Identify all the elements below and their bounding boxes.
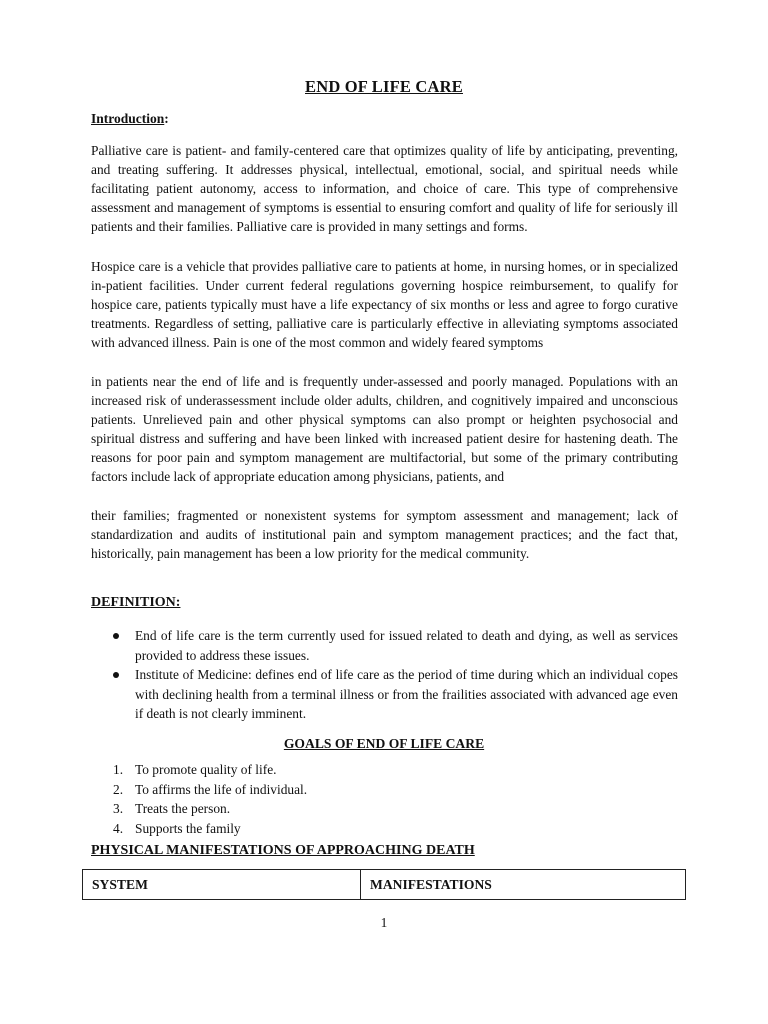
paragraph-pain-management [91,372,678,486]
manifestations-table [82,869,686,900]
definition-list [91,626,678,724]
goal-item [91,780,307,800]
paragraph-text: Palliative care is patient- and family-centered care that optimizes quality of life by anticipating, preventing, and treating suffering. It addresses physical, intellectual, emotional, social, and spiritual needs while facilitating patient autonomy, access to information, and choice of care. This type of comprehensive assessment and management of symptoms is essential to ensuring comfort and quality of life for seriously ill patients and their families. Palliative care is provided in many settings and forms. [91,143,678,234]
goal-number: 3. [113,801,124,816]
definition-text: End of life care is the term currently used for issued related to death and dying, as well as services provided to address these issues. [135,628,678,663]
paragraph-text: in patients near the end of life and is frequently under-assessed and poorly managed. Populations with an increased risk of underassessment include older adults, children, and cognitively impaired and unconscious patients. Unrelieved pain and other physical symptoms can also prompt or heighten psychosocial and spiritual distress and suffering and have been linked with increased patient desire for hastening death. The reasons for poor pain and symptom management are multifactorial, but some of the primary contributing factors include lack of appropriate education among physicians, patients, and [91,374,678,484]
page-number: 1 [380,915,388,930]
paragraph-text: Hospice care is a vehicle that provides palliative care to patients at home, in nursing homes, or in specialized in-patient facilities. Under current federal regulations governing hospice reimbursement, to qualify for hospice care, patients typically must have a life expectancy of six months or less and agree to forgo curative treatments. Regardless of setting, palliative care is particularly effective in alleviating symptoms associated with advanced illness. Pain is one of the most common and widely feared symptoms [91,259,678,350]
goal-text: To affirms the life of individual. [135,781,308,797]
goal-text: Supports the family [135,820,241,836]
definition-heading: DEFINITION: [91,595,181,610]
bullet-icon [113,633,119,639]
document-title: END OF LIFE CARE [305,77,463,96]
table-header-manifestations: MANIFESTATIONS [370,877,492,892]
physical-manifestations-heading: PHYSICAL MANIFESTATIONS OF APPROACHING DEATH [91,843,475,858]
goals-list [91,760,307,838]
paragraph-palliative-care [91,141,678,236]
goal-item [91,760,307,780]
goal-text: Treats the person. [135,801,231,816]
introduction-heading-colon: : [164,111,169,126]
goal-number: 1. [113,762,124,777]
goals-heading: GOALS OF END OF LIFE CARE [283,736,485,751]
definition-item [91,665,678,724]
goal-item [91,819,307,839]
goal-number: 2. [113,781,124,797]
table-header-system: SYSTEM [83,870,361,899]
paragraph-hospice-care [91,257,678,352]
goal-text: To promote quality of life. [135,762,277,777]
paragraph-contributing-factors [91,506,678,563]
introduction-heading-text: Introduction [91,111,165,126]
definition-text: Institute of Medicine: defines end of life care as the period of time during which an individual copes with declining health from a terminal illness or from the frailities associated with advanced age even if death is not clearly imminent. [135,667,678,721]
goal-item [91,799,307,819]
goal-number: 4. [113,820,124,836]
introduction-heading [91,111,169,127]
bullet-icon [113,672,119,678]
paragraph-text: their families; fragmented or nonexistent systems for symptom assessment and management; lack of standardization and audits of institutional pain and symptom management practices; and the fact that, historically, pain management has been a low priority for the medical community. [91,508,678,561]
definition-item [91,626,678,665]
